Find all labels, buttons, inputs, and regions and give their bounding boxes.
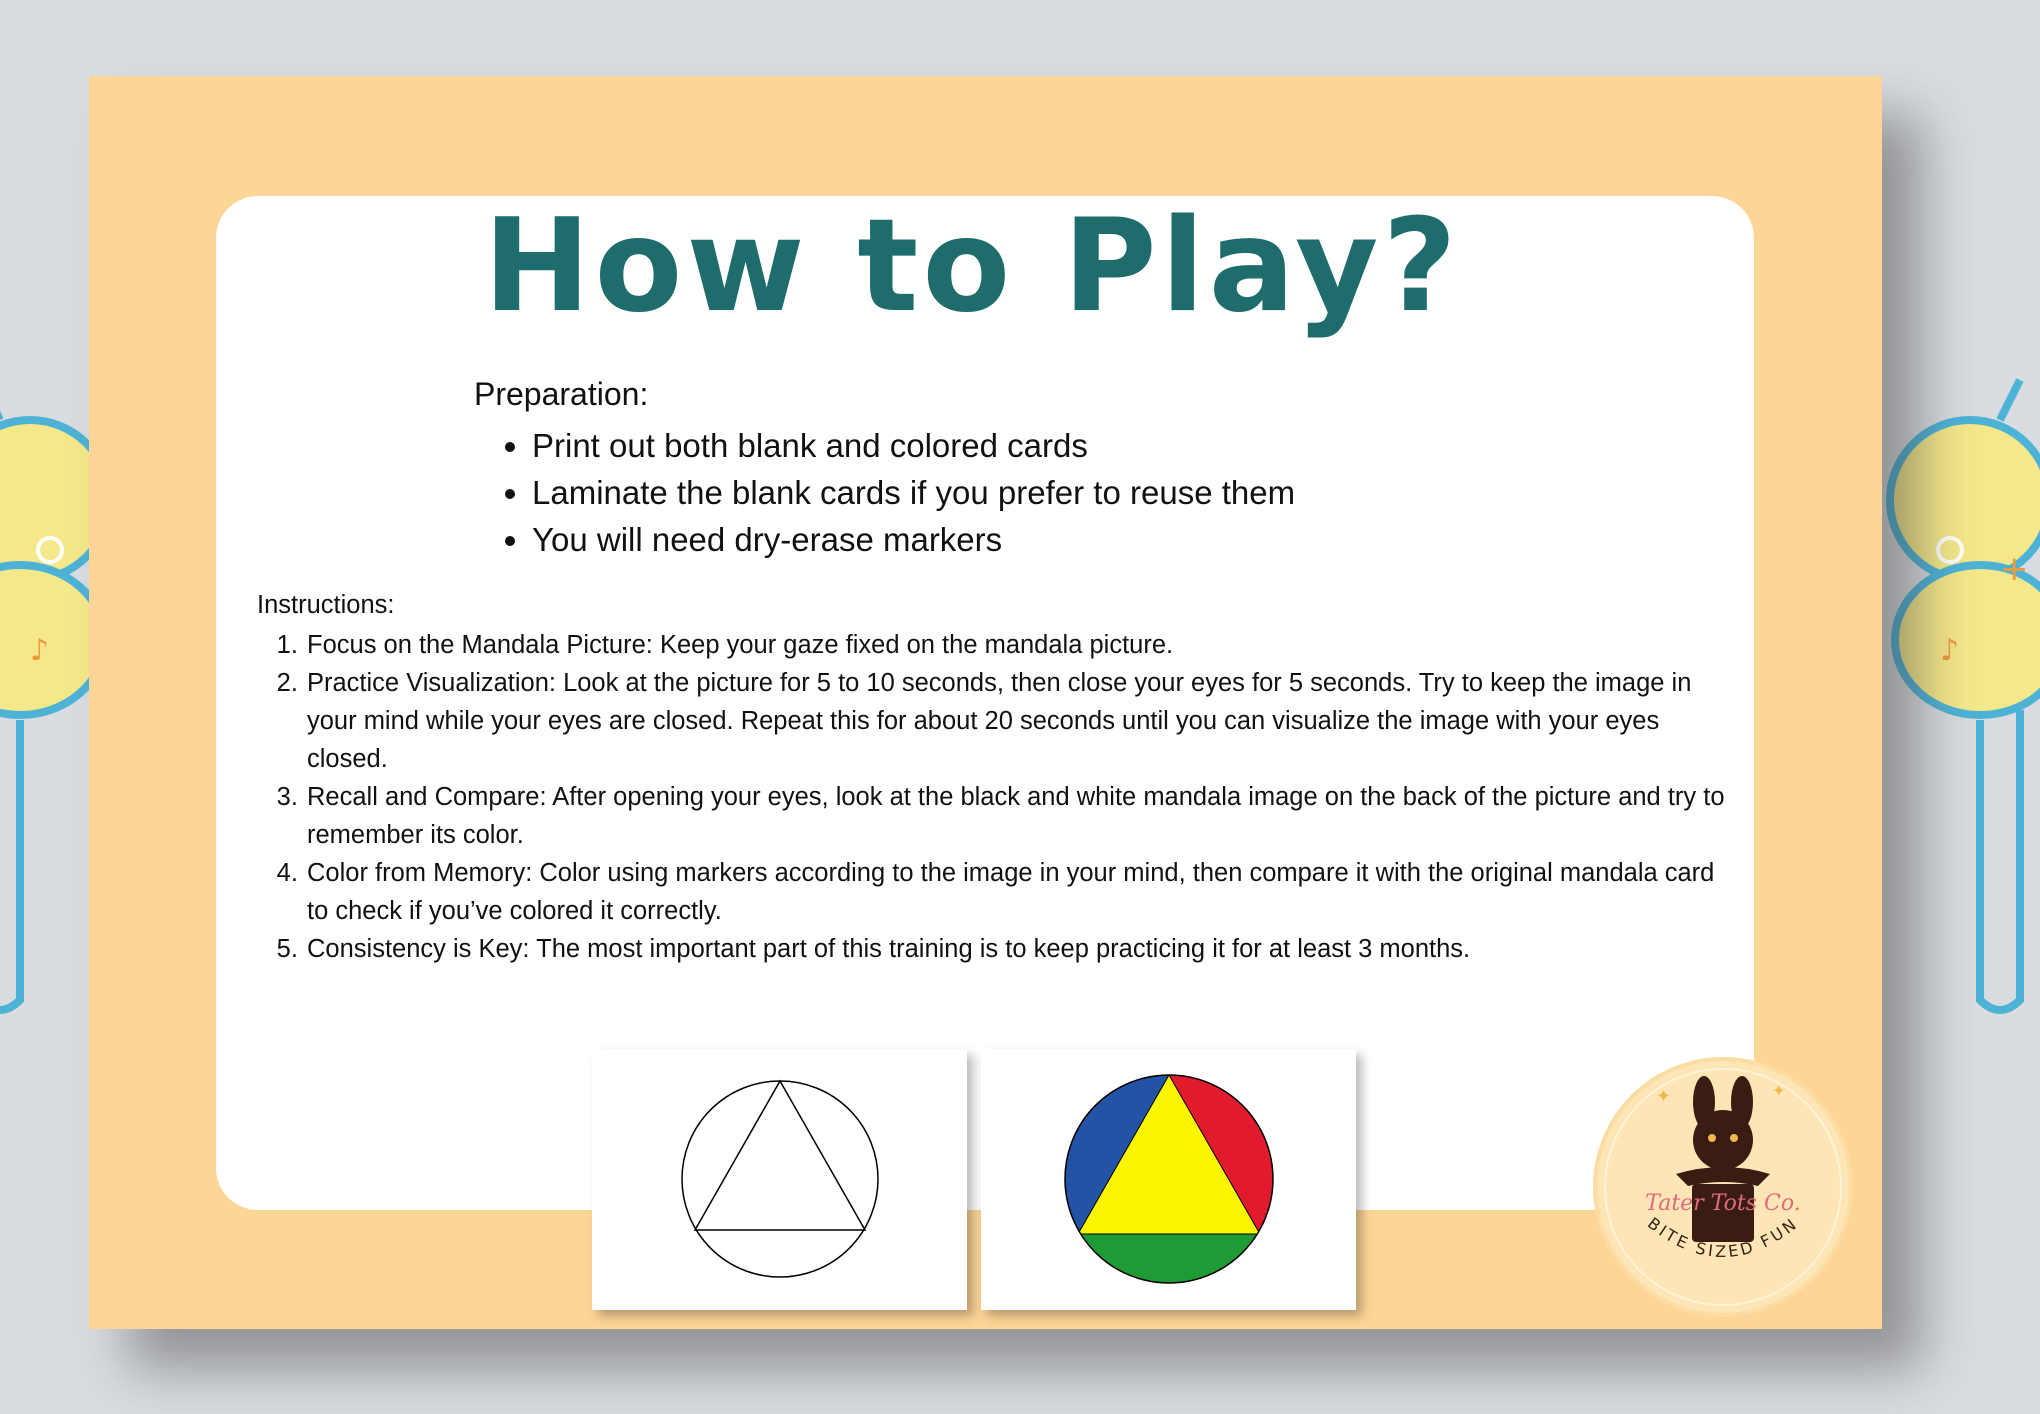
blank-mandala-card [592,1049,967,1310]
svg-text:♪: ♪ [1940,633,1960,668]
instructions-list [257,626,1727,968]
tater-tots-logo [1592,1056,1854,1318]
list-item: • You will need dry-erase markers [532,516,1574,563]
logo-tagline: BITE SIZED FUN [1644,1213,1802,1262]
preparation-section [474,372,1574,563]
list-item: 3. Recall and Compare: After opening your eyes, look at the black and white mandala image on the back of the picture and try to remember its color. [305,778,1727,854]
svg-text:✦: ✦ [1656,1086,1672,1107]
list-item: • Print out both blank and colored cards [532,422,1574,469]
page-title: How to Play? [483,192,1461,341]
preparation-heading: Preparation: [474,376,649,412]
colored-mandala-card [981,1049,1356,1310]
preparation-list [474,422,1574,563]
svg-text:♪: ♪ [30,633,50,668]
list-item: 1. Focus on the Mandala Picture: Keep your gaze fixed on the mandala picture. [305,626,1727,664]
blank-mandala-icon [592,1049,967,1310]
svg-text:+: + [2000,549,2029,589]
list-item: 2. Practice Visualization: Look at the picture for 5 to 10 seconds, then close your eyes for 5 seconds. Try to keep the image in your mind while your eyes are closed. Repeat this for about 20 seconds until you can visualize the image with your eyes closed. [305,664,1727,778]
instructions-section [257,586,1727,968]
brain-decoration-right-icon [1910,380,2040,1060]
logo-name: Tater Tots Co. [1645,1191,1801,1216]
colored-mandala-icon [981,1049,1356,1310]
list-item: • Laminate the blank cards if you prefer to reuse them [532,469,1574,516]
instructions-heading: Instructions: [257,591,395,619]
brain-decoration-left-icon [0,380,90,1060]
list-item: 5. Consistency is Key: The most important part of this training is to keep practicing it for at least 3 months. [305,930,1727,968]
list-item: 4. Color from Memory: Color using markers according to the image in your mind, then compare it with the original mandala card to check if you’ve colored it correctly. [305,854,1727,930]
svg-text:✦: ✦ [1772,1081,1786,1100]
